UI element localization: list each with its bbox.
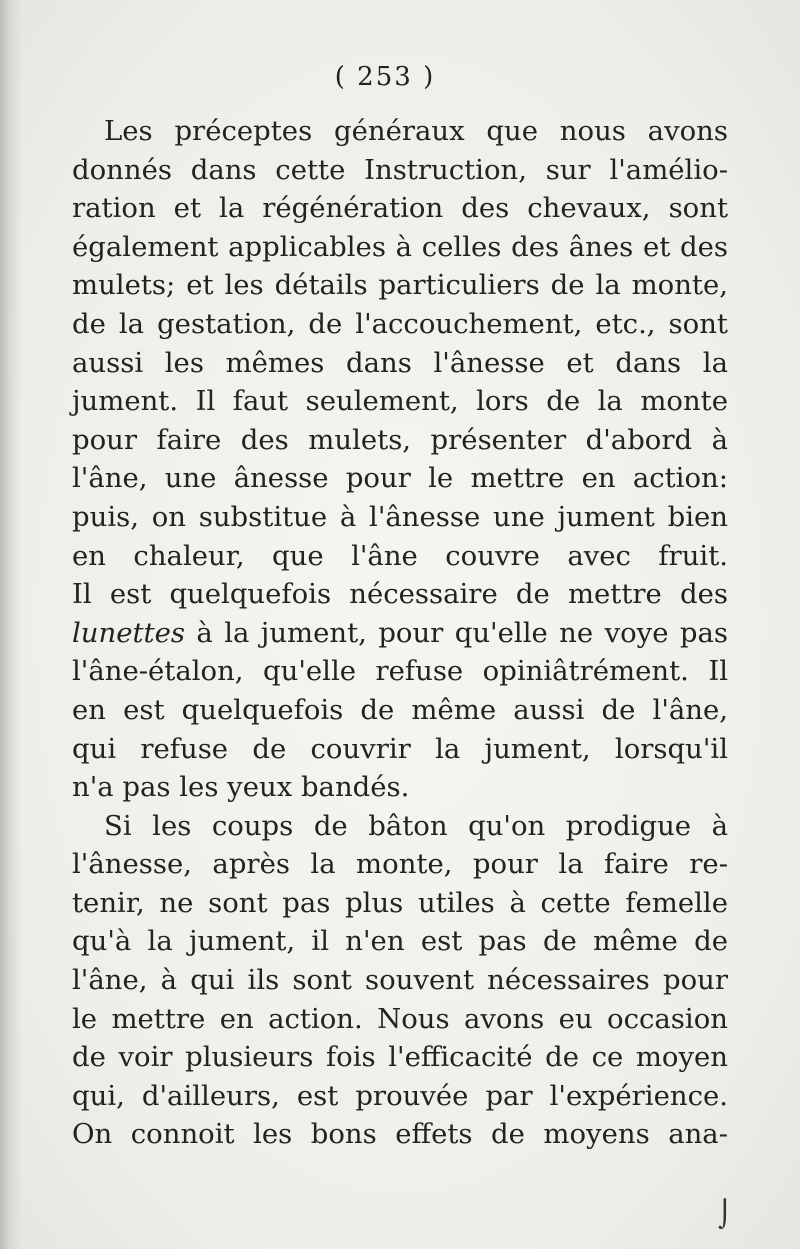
margin-mark: ⌡ [718,1200,732,1230]
text-line: qu'à la jument, il n'en est pas de même de [72,925,728,958]
page-number: ( 253 ) [334,62,436,92]
page-gutter-shadow [0,0,22,1249]
text-line: pour faire des mulets, présenter d'abord à [72,423,728,456]
text-line: en est quelquefois de même aussi de l'âne, [72,693,728,726]
text-line: jument. Il faut seulement, lors de la monte [72,385,728,418]
text-line: de voir plusieurs fois l'efficacité de ce moyen [72,1041,728,1074]
text-line: Il est quelquefois nécessaire de mettre des [72,578,728,611]
text-line: l'âne-étalon, qu'elle refuse opiniâtrément. Il [72,655,728,688]
text-line: l'ânesse, après la monte, pour la faire re- [72,848,728,881]
text-line: mulets; et les détails particuliers de la monte, [72,269,728,302]
italic-word: lunettes [72,616,185,649]
text-line: en chaleur, que l'âne couvre avec fruit. [72,539,728,572]
text-line: ration et la régénération des chevaux, sont [72,192,728,225]
text-line: l'âne, à qui ils sont souvent nécessaires pour [72,964,728,997]
text-line: de la gestation, de l'accouchement, etc., sont [72,307,728,340]
text-line: Les préceptes généraux que nous avons [104,115,728,147]
text-line: donnés dans cette Instruction, sur l'amélio- [72,153,728,186]
text-line: également applicables à celles des ânes et des [72,230,728,263]
text-line: puis, on substitue à l'ânesse une jument bien [72,500,728,533]
text-line-with-italic [72,614,728,653]
text-line: tenir, ne sont pas plus utiles à cette femelle [72,886,728,919]
text-line: aussi les mêmes dans l'ânesse et dans la [72,346,728,379]
text-line: Si les coups de bâton qu'on prodigue à [104,809,728,842]
text-line: qui refuse de couvrir la jument, lorsqu'il [72,732,728,765]
text-line: qui, d'ailleurs, est prouvée par l'expérience. [72,1079,728,1112]
text-line: le mettre en action. Nous avons eu occasion [72,1002,728,1035]
text-line: On connoit les bons effets de moyens ana- [72,1118,728,1151]
text-fragment: à la jument, pour qu'elle ne voye pas [184,616,728,649]
text-line: l'âne, une ânesse pour le mettre en action: [72,462,728,495]
body-text [72,112,728,1154]
text-line: n'a pas les yeux bandés. [72,771,410,804]
